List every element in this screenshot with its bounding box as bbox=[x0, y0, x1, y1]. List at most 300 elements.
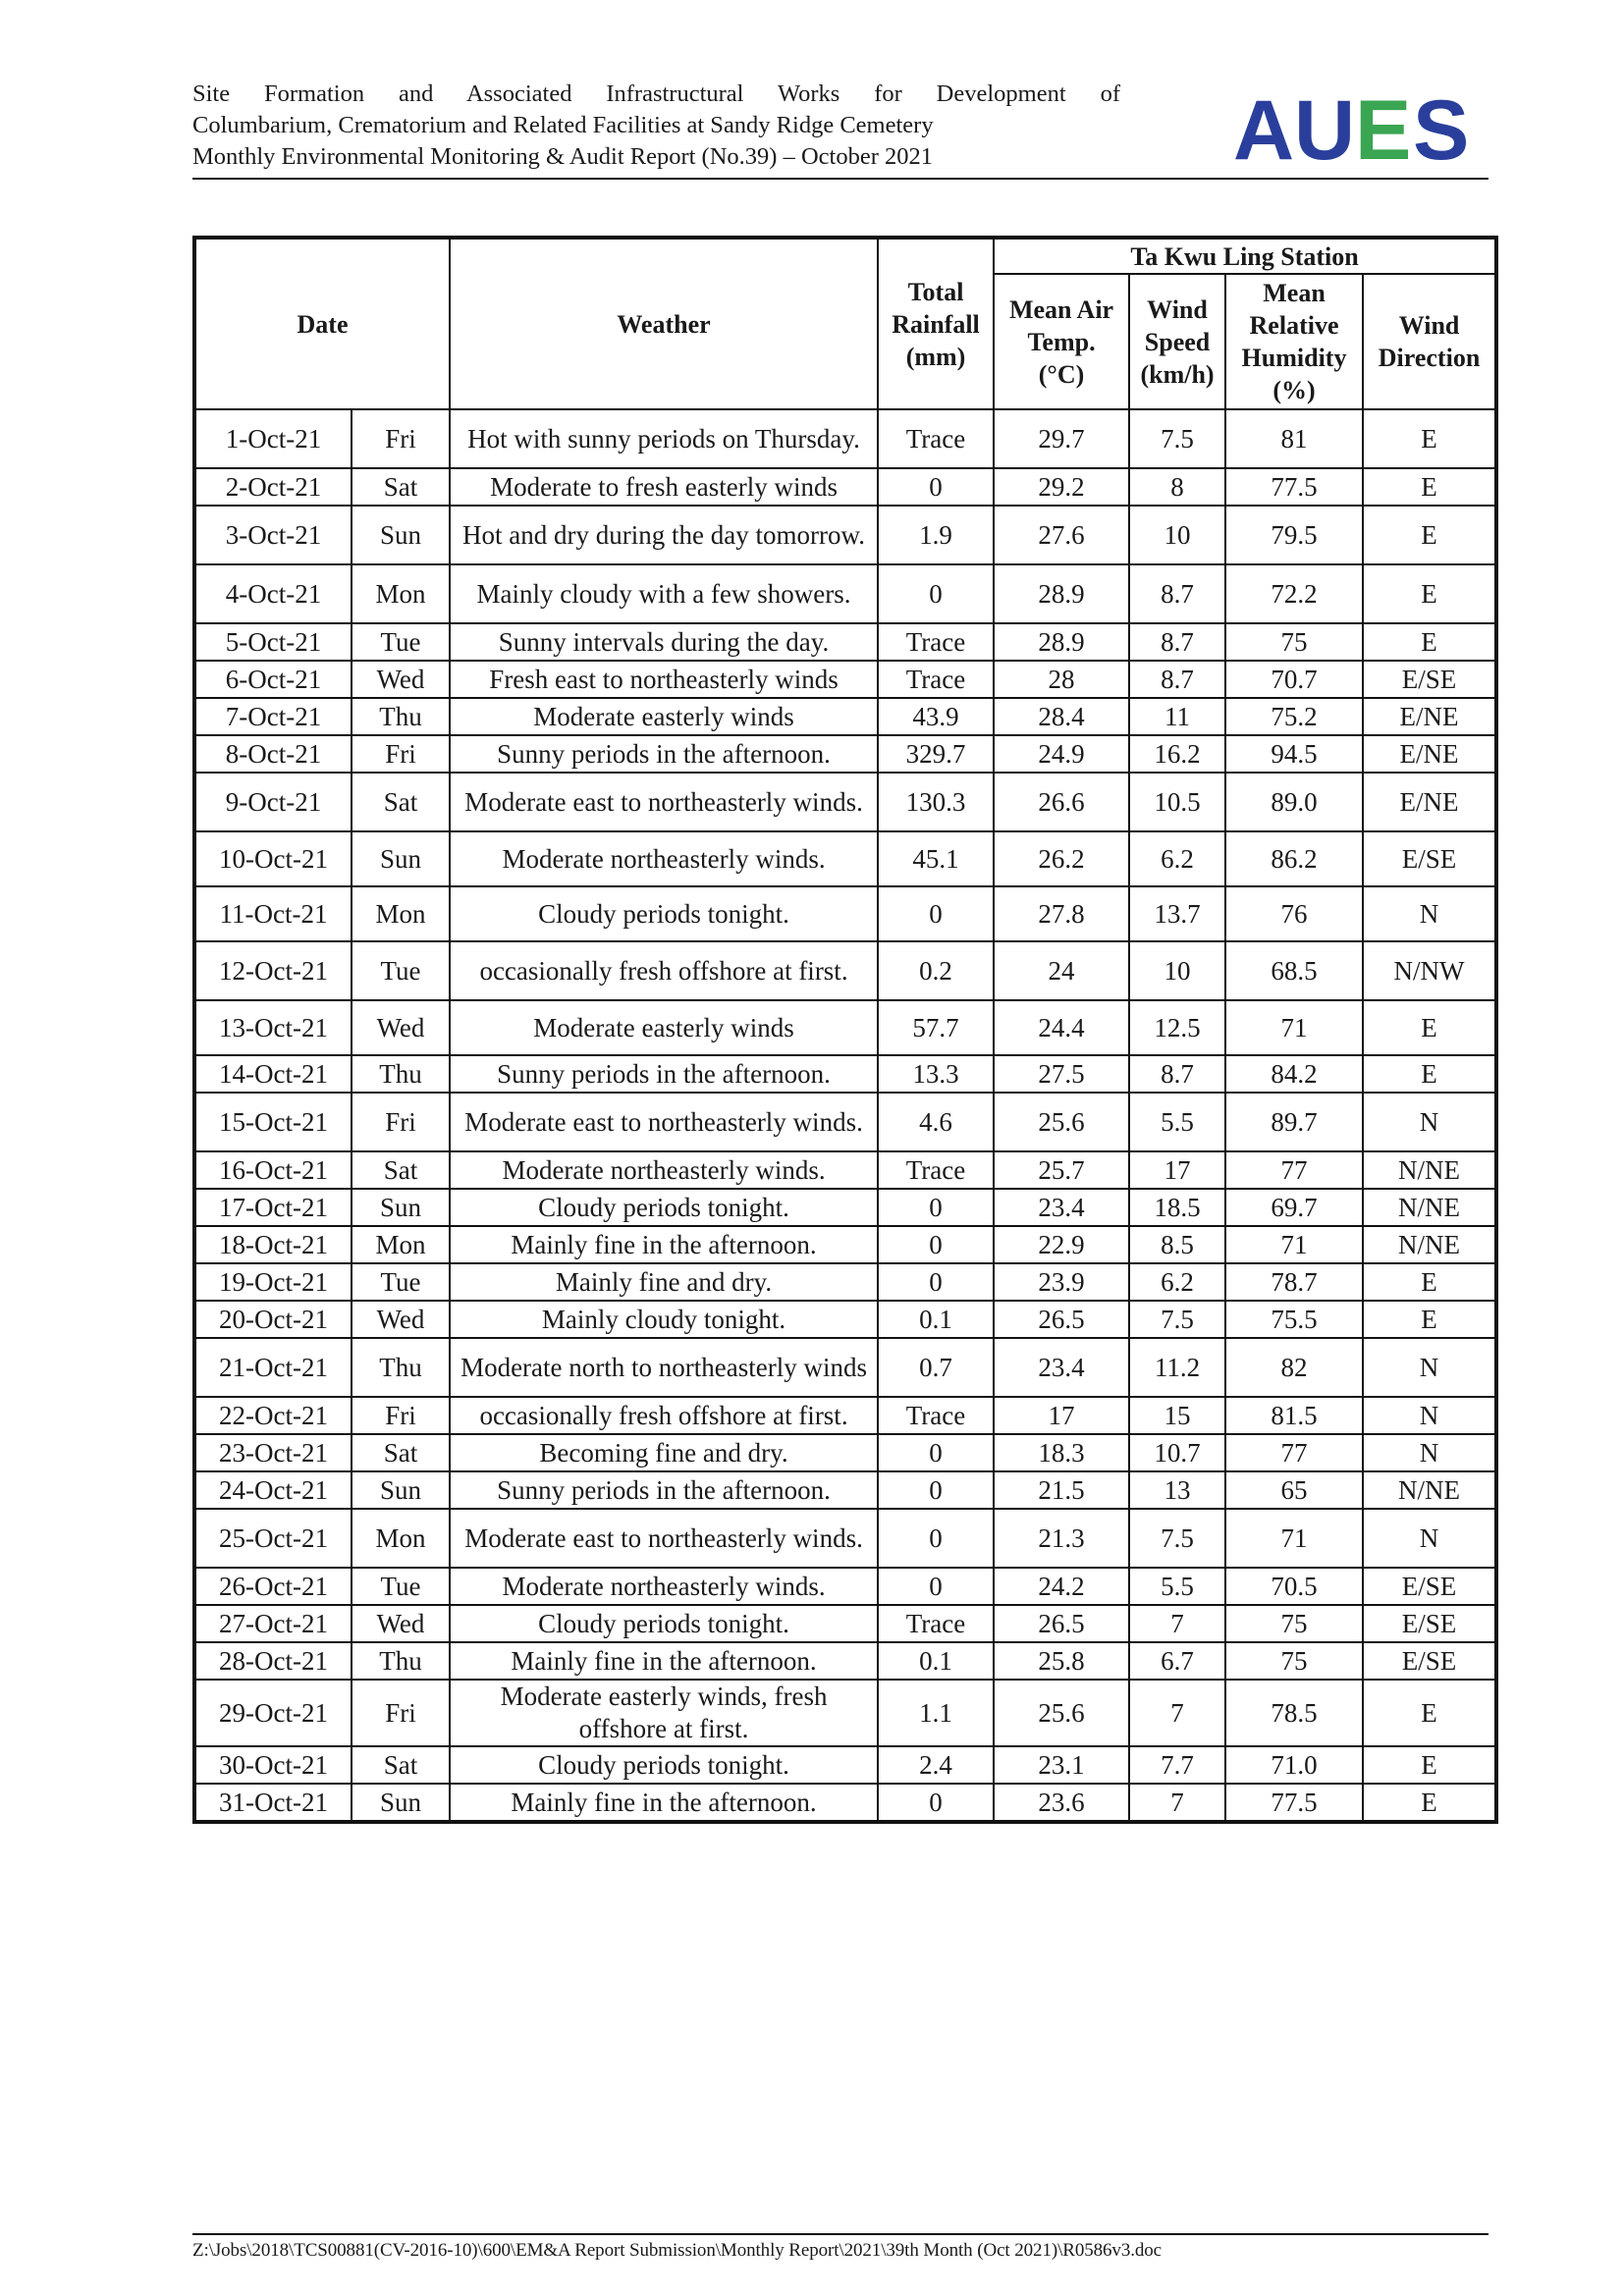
header-station: Ta Kwu Ling Station bbox=[994, 238, 1496, 274]
rainfall-cell: Trace bbox=[878, 1605, 994, 1642]
wind-speed-cell: 16.2 bbox=[1129, 735, 1225, 773]
day-cell: Wed bbox=[352, 1000, 450, 1055]
rainfall-cell: 0 bbox=[878, 1263, 994, 1301]
humidity-cell: 89.7 bbox=[1225, 1093, 1363, 1151]
temp-cell: 18.3 bbox=[994, 1434, 1129, 1471]
rainfall-cell: 0 bbox=[878, 1509, 994, 1568]
temp-cell: 25.6 bbox=[994, 1093, 1129, 1151]
day-cell: Tue bbox=[352, 1263, 450, 1301]
table-row bbox=[194, 773, 1496, 831]
rainfall-cell: Trace bbox=[878, 623, 994, 661]
day-cell: Mon bbox=[352, 886, 450, 941]
wind-speed-cell: 5.5 bbox=[1129, 1568, 1225, 1605]
wind-speed-cell: 7 bbox=[1129, 1680, 1225, 1746]
humidity-cell: 77 bbox=[1225, 1151, 1363, 1189]
wind-speed-cell: 11.2 bbox=[1129, 1338, 1225, 1397]
rainfall-cell: 43.9 bbox=[878, 698, 994, 735]
day-cell: Sun bbox=[352, 831, 450, 886]
table-row bbox=[194, 409, 1496, 468]
rainfall-cell: 329.7 bbox=[878, 735, 994, 773]
wind-direction-cell: E bbox=[1363, 409, 1496, 468]
rainfall-cell: Trace bbox=[878, 661, 994, 698]
humidity-cell: 75.2 bbox=[1225, 698, 1363, 735]
date-cell: 2-Oct-21 bbox=[194, 468, 352, 506]
rainfall-cell: 0 bbox=[878, 1434, 994, 1471]
date-cell: 6-Oct-21 bbox=[194, 661, 352, 698]
humidity-cell: 89.0 bbox=[1225, 773, 1363, 831]
date-cell: 27-Oct-21 bbox=[194, 1605, 352, 1642]
rainfall-cell: 1.1 bbox=[878, 1680, 994, 1746]
day-cell: Fri bbox=[352, 409, 450, 468]
weather-cell: Mainly fine in the afternoon. bbox=[450, 1226, 878, 1263]
temp-cell: 28.9 bbox=[994, 623, 1129, 661]
date-cell: 11-Oct-21 bbox=[194, 886, 352, 941]
weather-cell: Moderate east to northeasterly winds. bbox=[450, 1509, 878, 1568]
wind-speed-cell: 8.7 bbox=[1129, 564, 1225, 623]
day-cell: Sat bbox=[352, 1434, 450, 1471]
date-cell: 26-Oct-21 bbox=[194, 1568, 352, 1605]
rainfall-cell: 45.1 bbox=[878, 831, 994, 886]
rainfall-cell: 0 bbox=[878, 468, 994, 506]
rainfall-cell: 0 bbox=[878, 1568, 994, 1605]
header-temp-line: (°C) bbox=[1038, 359, 1085, 389]
wind-speed-cell: 18.5 bbox=[1129, 1189, 1225, 1226]
humidity-cell: 71 bbox=[1225, 1509, 1363, 1568]
wind-direction-cell: E bbox=[1363, 506, 1496, 564]
weather-cell: Moderate east to northeasterly winds. bbox=[450, 1093, 878, 1151]
day-cell: Sun bbox=[352, 506, 450, 564]
wind-direction-cell: E/NE bbox=[1363, 735, 1496, 773]
weather-cell: Moderate east to northeasterly winds. bbox=[450, 773, 878, 831]
wind-speed-cell: 15 bbox=[1129, 1397, 1225, 1434]
table-row bbox=[194, 1151, 1496, 1189]
header-temp-line: Temp. bbox=[1027, 327, 1096, 356]
weather-cell: Mainly fine in the afternoon. bbox=[450, 1784, 878, 1822]
humidity-cell: 81.5 bbox=[1225, 1397, 1363, 1434]
wind-speed-cell: 10.7 bbox=[1129, 1434, 1225, 1471]
humidity-cell: 75 bbox=[1225, 1605, 1363, 1642]
rainfall-cell: 0.7 bbox=[878, 1338, 994, 1397]
weather-cell: Moderate easterly winds bbox=[450, 1000, 878, 1055]
weather-cell: Moderate north to northeasterly winds bbox=[450, 1338, 878, 1397]
aues-logo bbox=[1233, 88, 1489, 171]
rainfall-cell: 0 bbox=[878, 1189, 994, 1226]
header-humidity bbox=[1225, 274, 1363, 409]
header-weather: Weather bbox=[450, 238, 878, 409]
date-cell: 3-Oct-21 bbox=[194, 506, 352, 564]
weather-cell: Sunny periods in the afternoon. bbox=[450, 1471, 878, 1509]
date-cell: 28-Oct-21 bbox=[194, 1642, 352, 1680]
humidity-cell: 77.5 bbox=[1225, 468, 1363, 506]
weather-cell: Sunny periods in the afternoon. bbox=[450, 735, 878, 773]
wind-direction-cell: N/NW bbox=[1363, 941, 1496, 1000]
temp-cell: 23.6 bbox=[994, 1784, 1129, 1822]
table-row bbox=[194, 941, 1496, 1000]
wind-direction-cell: E bbox=[1363, 1746, 1496, 1784]
wind-direction-cell: N bbox=[1363, 886, 1496, 941]
temp-cell: 23.4 bbox=[994, 1338, 1129, 1397]
temp-cell: 21.5 bbox=[994, 1471, 1129, 1509]
table-row bbox=[194, 1000, 1496, 1055]
temp-cell: 24.4 bbox=[994, 1000, 1129, 1055]
temp-cell: 27.6 bbox=[994, 506, 1129, 564]
wind-speed-cell: 8.7 bbox=[1129, 623, 1225, 661]
humidity-cell: 78.5 bbox=[1225, 1680, 1363, 1746]
table-body bbox=[194, 409, 1496, 1822]
wind-speed-cell: 6.2 bbox=[1129, 1263, 1225, 1301]
table-row bbox=[194, 886, 1496, 941]
temp-cell: 24.2 bbox=[994, 1568, 1129, 1605]
wind-speed-cell: 10 bbox=[1129, 506, 1225, 564]
wind-direction-cell: E/SE bbox=[1363, 661, 1496, 698]
weather-cell: Moderate easterly winds bbox=[450, 698, 878, 735]
header-humidity-line: Relative bbox=[1249, 311, 1339, 340]
day-cell: Thu bbox=[352, 1338, 450, 1397]
wind-direction-cell: E bbox=[1363, 623, 1496, 661]
date-cell: 13-Oct-21 bbox=[194, 1000, 352, 1055]
wind-direction-cell: E bbox=[1363, 1000, 1496, 1055]
weather-cell: Moderate to fresh easterly winds bbox=[450, 468, 878, 506]
rainfall-cell: 13.3 bbox=[878, 1055, 994, 1093]
table-row bbox=[194, 1605, 1496, 1642]
date-cell: 20-Oct-21 bbox=[194, 1301, 352, 1338]
table-row bbox=[194, 698, 1496, 735]
wind-speed-cell: 8.7 bbox=[1129, 661, 1225, 698]
wind-direction-cell: N bbox=[1363, 1338, 1496, 1397]
wind-speed-cell: 7.7 bbox=[1129, 1746, 1225, 1784]
table-row bbox=[194, 735, 1496, 773]
table-row bbox=[194, 564, 1496, 623]
humidity-cell: 71 bbox=[1225, 1000, 1363, 1055]
date-cell: 10-Oct-21 bbox=[194, 831, 352, 886]
rainfall-cell: 0 bbox=[878, 886, 994, 941]
weather-cell: Moderate northeasterly winds. bbox=[450, 1151, 878, 1189]
date-cell: 9-Oct-21 bbox=[194, 773, 352, 831]
table-row bbox=[194, 1226, 1496, 1263]
wind-direction-cell: E/SE bbox=[1363, 831, 1496, 886]
header-humidity-line: Mean bbox=[1263, 279, 1326, 307]
wind-speed-cell: 6.2 bbox=[1129, 831, 1225, 886]
weather-cell: Mainly fine in the afternoon. bbox=[450, 1642, 878, 1680]
header-rainfall-line: (mm) bbox=[905, 342, 966, 371]
wind-speed-cell: 11 bbox=[1129, 698, 1225, 735]
table-row bbox=[194, 1509, 1496, 1568]
wind-direction-cell: E/NE bbox=[1363, 773, 1496, 831]
humidity-cell: 71.0 bbox=[1225, 1746, 1363, 1784]
date-cell: 24-Oct-21 bbox=[194, 1471, 352, 1509]
rainfall-cell: 4.6 bbox=[878, 1093, 994, 1151]
rainfall-cell: 1.9 bbox=[878, 506, 994, 564]
header-wind-speed-line: Wind bbox=[1147, 294, 1208, 324]
weather-cell: Cloudy periods tonight. bbox=[450, 886, 878, 941]
humidity-cell: 71 bbox=[1225, 1226, 1363, 1263]
wind-speed-cell: 8.7 bbox=[1129, 1055, 1225, 1093]
wind-direction-cell: E bbox=[1363, 1784, 1496, 1822]
humidity-cell: 81 bbox=[1225, 409, 1363, 468]
table-header bbox=[194, 238, 1496, 409]
date-cell: 8-Oct-21 bbox=[194, 735, 352, 773]
header-line-1: Site Formation and Associated Infrastructural Works for Development of bbox=[192, 80, 1120, 107]
rainfall-cell: 0.1 bbox=[878, 1642, 994, 1680]
date-cell: 5-Oct-21 bbox=[194, 623, 352, 661]
wind-speed-cell: 8 bbox=[1129, 468, 1225, 506]
day-cell: Mon bbox=[352, 564, 450, 623]
rainfall-cell: Trace bbox=[878, 1151, 994, 1189]
header-line-3: Monthly Environmental Monitoring & Audit Report (No.39) – October 2021 bbox=[192, 143, 933, 170]
temp-cell: 21.3 bbox=[994, 1509, 1129, 1568]
day-cell: Wed bbox=[352, 661, 450, 698]
header-humidity-line: (%) bbox=[1272, 376, 1316, 404]
weather-cell: Moderate northeasterly winds. bbox=[450, 1568, 878, 1605]
rainfall-cell: 2.4 bbox=[878, 1746, 994, 1784]
humidity-cell: 78.7 bbox=[1225, 1263, 1363, 1301]
day-cell: Fri bbox=[352, 1680, 450, 1746]
wind-direction-cell: N/NE bbox=[1363, 1189, 1496, 1226]
wind-direction-cell: N/NE bbox=[1363, 1151, 1496, 1189]
wind-direction-cell: N/NE bbox=[1363, 1471, 1496, 1509]
weather-cell: Moderate northeasterly winds. bbox=[450, 831, 878, 886]
wind-speed-cell: 5.5 bbox=[1129, 1093, 1225, 1151]
wind-direction-cell: E/SE bbox=[1363, 1605, 1496, 1642]
wind-speed-cell: 12.5 bbox=[1129, 1000, 1225, 1055]
header-rainfall bbox=[878, 238, 994, 409]
date-cell: 22-Oct-21 bbox=[194, 1397, 352, 1434]
temp-cell: 17 bbox=[994, 1397, 1129, 1434]
date-cell: 14-Oct-21 bbox=[194, 1055, 352, 1093]
table-row bbox=[194, 1471, 1496, 1509]
humidity-cell: 72.2 bbox=[1225, 564, 1363, 623]
date-cell: 30-Oct-21 bbox=[194, 1746, 352, 1784]
table-row bbox=[194, 1784, 1496, 1822]
header-wind-speed-line: Speed bbox=[1144, 327, 1211, 356]
day-cell: Sat bbox=[352, 773, 450, 831]
table-row bbox=[194, 1434, 1496, 1471]
humidity-cell: 86.2 bbox=[1225, 831, 1363, 886]
table-row bbox=[194, 1301, 1496, 1338]
svg-text:A: A bbox=[1233, 88, 1295, 171]
day-cell: Tue bbox=[352, 1568, 450, 1605]
temp-cell: 29.7 bbox=[994, 409, 1129, 468]
humidity-cell: 82 bbox=[1225, 1338, 1363, 1397]
weather-cell: Sunny periods in the afternoon. bbox=[450, 1055, 878, 1093]
day-cell: Sun bbox=[352, 1784, 450, 1822]
humidity-cell: 70.5 bbox=[1225, 1568, 1363, 1605]
wind-direction-cell: E/SE bbox=[1363, 1642, 1496, 1680]
table-row bbox=[194, 831, 1496, 886]
humidity-cell: 77 bbox=[1225, 1434, 1363, 1471]
humidity-cell: 76 bbox=[1225, 886, 1363, 941]
wind-speed-cell: 13.7 bbox=[1129, 886, 1225, 941]
day-cell: Thu bbox=[352, 1642, 450, 1680]
temp-cell: 26.2 bbox=[994, 831, 1129, 886]
wind-direction-cell: E bbox=[1363, 564, 1496, 623]
table-row bbox=[194, 468, 1496, 506]
svg-text:U: U bbox=[1294, 88, 1356, 171]
day-cell: Fri bbox=[352, 1397, 450, 1434]
date-cell: 21-Oct-21 bbox=[194, 1338, 352, 1397]
footer-file-path: Z:\Jobs\2018\TCS00881(CV-2016-10)\600\EM&A Report Submission\Monthly Report\2021\39th Month (Oct 2021)\R0586v3.doc bbox=[192, 2240, 1163, 2261]
temp-cell: 28.9 bbox=[994, 564, 1129, 623]
header-date: Date bbox=[194, 238, 450, 409]
footer-divider bbox=[192, 2233, 1489, 2235]
wind-direction-cell: E/NE bbox=[1363, 698, 1496, 735]
table-row bbox=[194, 623, 1496, 661]
weather-cell: Hot with sunny periods on Thursday. bbox=[450, 409, 878, 468]
wind-direction-cell: N/NE bbox=[1363, 1226, 1496, 1263]
day-cell: Thu bbox=[352, 698, 450, 735]
header-wind-direction-line: Direction bbox=[1378, 344, 1481, 372]
temp-cell: 27.5 bbox=[994, 1055, 1129, 1093]
wind-speed-cell: 6.7 bbox=[1129, 1642, 1225, 1680]
temp-cell: 22.9 bbox=[994, 1226, 1129, 1263]
wind-speed-cell: 7 bbox=[1129, 1605, 1225, 1642]
weather-cell: Sunny intervals during the day. bbox=[450, 623, 878, 661]
wind-speed-cell: 10 bbox=[1129, 941, 1225, 1000]
humidity-cell: 69.7 bbox=[1225, 1189, 1363, 1226]
day-cell: Sun bbox=[352, 1471, 450, 1509]
header-rainfall-line: Rainfall bbox=[892, 309, 980, 339]
header-rainfall-line: Total bbox=[907, 277, 964, 306]
rainfall-cell: 0 bbox=[878, 1226, 994, 1263]
date-cell: 17-Oct-21 bbox=[194, 1189, 352, 1226]
report-title bbox=[192, 79, 1174, 173]
weather-table bbox=[192, 236, 1498, 1824]
temp-cell: 26.5 bbox=[994, 1301, 1129, 1338]
date-cell: 7-Oct-21 bbox=[194, 698, 352, 735]
humidity-cell: 79.5 bbox=[1225, 506, 1363, 564]
date-cell: 16-Oct-21 bbox=[194, 1151, 352, 1189]
table-row bbox=[194, 1263, 1496, 1301]
temp-cell: 28.4 bbox=[994, 698, 1129, 735]
header-wind-direction bbox=[1363, 274, 1496, 409]
weather-cell: Moderate easterly winds, fresh offshore at first. bbox=[450, 1680, 878, 1746]
weather-cell: Cloudy periods tonight. bbox=[450, 1605, 878, 1642]
temp-cell: 24.9 bbox=[994, 735, 1129, 773]
wind-direction-cell: N bbox=[1363, 1434, 1496, 1471]
header-temp bbox=[994, 274, 1129, 409]
page-header bbox=[192, 79, 1489, 179]
date-cell: 15-Oct-21 bbox=[194, 1093, 352, 1151]
table-row bbox=[194, 506, 1496, 564]
table-row bbox=[194, 1189, 1496, 1226]
wind-speed-cell: 7.5 bbox=[1129, 1509, 1225, 1568]
day-cell: Sat bbox=[352, 468, 450, 506]
rainfall-cell: 0 bbox=[878, 1784, 994, 1822]
rainfall-cell: 0 bbox=[878, 1471, 994, 1509]
humidity-cell: 75.5 bbox=[1225, 1301, 1363, 1338]
wind-speed-cell: 7.5 bbox=[1129, 409, 1225, 468]
wind-speed-cell: 7 bbox=[1129, 1784, 1225, 1822]
wind-direction-cell: N bbox=[1363, 1397, 1496, 1434]
day-cell: Wed bbox=[352, 1605, 450, 1642]
temp-cell: 24 bbox=[994, 941, 1129, 1000]
wind-direction-cell: E bbox=[1363, 1055, 1496, 1093]
humidity-cell: 75 bbox=[1225, 623, 1363, 661]
weather-cell: occasionally fresh offshore at first. bbox=[450, 941, 878, 1000]
wind-direction-cell: N bbox=[1363, 1093, 1496, 1151]
day-cell: Thu bbox=[352, 1055, 450, 1093]
svg-text:E: E bbox=[1355, 88, 1412, 171]
table-row bbox=[194, 1680, 1496, 1746]
day-cell: Fri bbox=[352, 1093, 450, 1151]
temp-cell: 25.8 bbox=[994, 1642, 1129, 1680]
weather-cell: Mainly fine and dry. bbox=[450, 1263, 878, 1301]
svg-text:S: S bbox=[1413, 88, 1470, 171]
table-row bbox=[194, 1093, 1496, 1151]
humidity-cell: 77.5 bbox=[1225, 1784, 1363, 1822]
table-row bbox=[194, 1746, 1496, 1784]
header-wind-speed-line: (km/h) bbox=[1140, 359, 1215, 389]
rainfall-cell: 130.3 bbox=[878, 773, 994, 831]
header-wind-speed bbox=[1129, 274, 1225, 409]
wind-speed-cell: 8.5 bbox=[1129, 1226, 1225, 1263]
table-row bbox=[194, 1397, 1496, 1434]
day-cell: Sat bbox=[352, 1746, 450, 1784]
humidity-cell: 84.2 bbox=[1225, 1055, 1363, 1093]
date-cell: 4-Oct-21 bbox=[194, 564, 352, 623]
date-cell: 1-Oct-21 bbox=[194, 409, 352, 468]
day-cell: Tue bbox=[352, 941, 450, 1000]
humidity-cell: 65 bbox=[1225, 1471, 1363, 1509]
rainfall-cell: Trace bbox=[878, 1397, 994, 1434]
wind-direction-cell: E bbox=[1363, 1680, 1496, 1746]
header-humidity-line: Humidity bbox=[1241, 344, 1347, 372]
date-cell: 29-Oct-21 bbox=[194, 1680, 352, 1746]
rainfall-cell: 57.7 bbox=[878, 1000, 994, 1055]
temp-cell: 25.7 bbox=[994, 1151, 1129, 1189]
rainfall-cell: 0.1 bbox=[878, 1301, 994, 1338]
date-cell: 25-Oct-21 bbox=[194, 1509, 352, 1568]
weather-cell: Cloudy periods tonight. bbox=[450, 1189, 878, 1226]
wind-direction-cell: E bbox=[1363, 1263, 1496, 1301]
weather-cell: Cloudy periods tonight. bbox=[450, 1746, 878, 1784]
table-row bbox=[194, 661, 1496, 698]
wind-direction-cell: E/SE bbox=[1363, 1568, 1496, 1605]
day-cell: Tue bbox=[352, 623, 450, 661]
weather-cell: Hot and dry during the day tomorrow. bbox=[450, 506, 878, 564]
rainfall-cell: 0 bbox=[878, 564, 994, 623]
humidity-cell: 94.5 bbox=[1225, 735, 1363, 773]
wind-direction-cell: E bbox=[1363, 468, 1496, 506]
table-row bbox=[194, 1338, 1496, 1397]
header-temp-line: Mean Air bbox=[1008, 294, 1114, 324]
header-wind-direction-line: Wind bbox=[1398, 311, 1460, 340]
wind-speed-cell: 13 bbox=[1129, 1471, 1225, 1509]
header-line-2: Columbarium, Crematorium and Related Facilities at Sandy Ridge Cemetery bbox=[192, 112, 934, 138]
humidity-cell: 75 bbox=[1225, 1642, 1363, 1680]
date-cell: 31-Oct-21 bbox=[194, 1784, 352, 1822]
weather-cell: Mainly cloudy with a few showers. bbox=[450, 564, 878, 623]
wind-speed-cell: 10.5 bbox=[1129, 773, 1225, 831]
day-cell: Wed bbox=[352, 1301, 450, 1338]
temp-cell: 28 bbox=[994, 661, 1129, 698]
weather-cell: occasionally fresh offshore at first. bbox=[450, 1397, 878, 1434]
wind-direction-cell: E bbox=[1363, 1301, 1496, 1338]
weather-cell: Mainly cloudy tonight. bbox=[450, 1301, 878, 1338]
temp-cell: 26.6 bbox=[994, 773, 1129, 831]
wind-speed-cell: 7.5 bbox=[1129, 1301, 1225, 1338]
day-cell: Mon bbox=[352, 1226, 450, 1263]
weather-cell: Becoming fine and dry. bbox=[450, 1434, 878, 1471]
temp-cell: 23.4 bbox=[994, 1189, 1129, 1226]
table-row bbox=[194, 1055, 1496, 1093]
wind-direction-cell: N bbox=[1363, 1509, 1496, 1568]
table-row bbox=[194, 1642, 1496, 1680]
day-cell: Sun bbox=[352, 1189, 450, 1226]
header-divider bbox=[192, 178, 1489, 180]
temp-cell: 23.9 bbox=[994, 1263, 1129, 1301]
humidity-cell: 68.5 bbox=[1225, 941, 1363, 1000]
